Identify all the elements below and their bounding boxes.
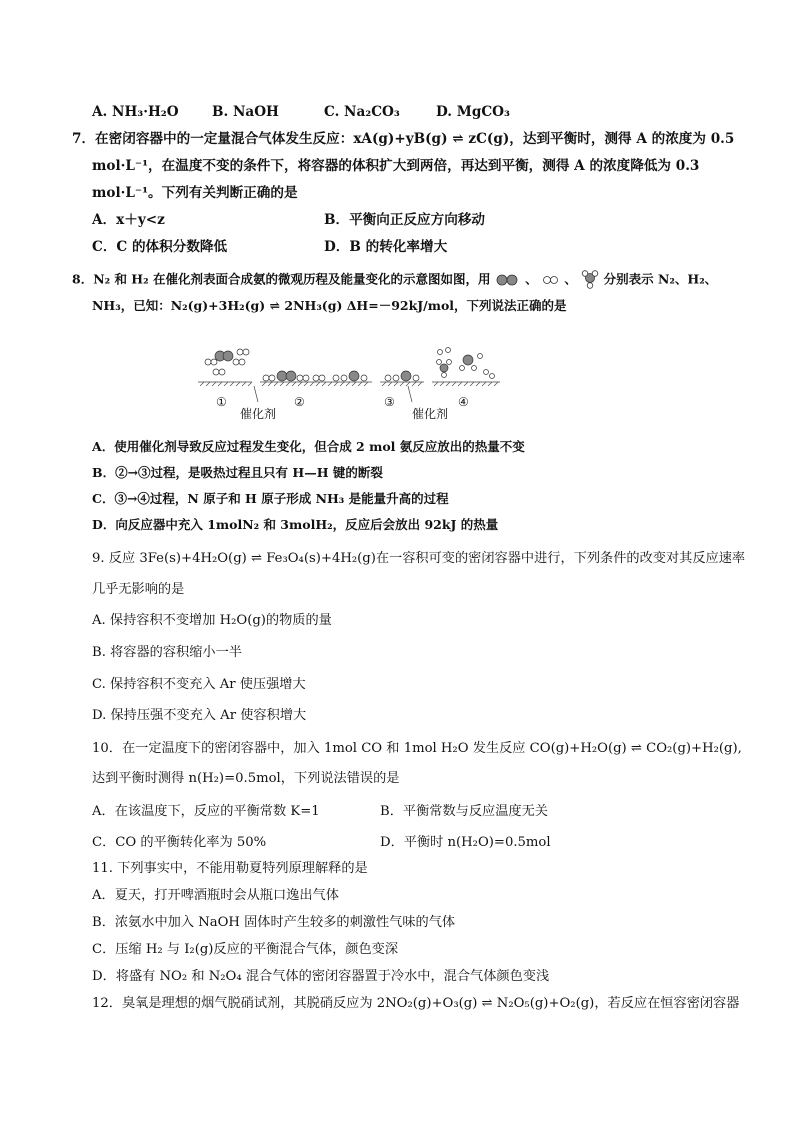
q6-option-b: B. NaOH <box>212 104 279 120</box>
n2-molecule-icon <box>495 274 521 286</box>
q11-option-d: D．将盛有 NO₂ 和 N₂O₄ 混合气体的密闭容器置于冷水中，混合气体颜色变浅 <box>92 969 550 984</box>
step-2-molecules <box>263 371 325 381</box>
q7-option-a: A．x＋y<z <box>92 212 165 228</box>
q11-stem: 11. 下列事实中，不能用勒夏特列原理解释的是 <box>92 861 368 876</box>
q9-stem-line-1: 9. 反应 3Fe(s)+4H₂O(g) ⇌ Fe₃O₄(s)+4H₂(g)在一容积可变的密闭容器中进行，下列条件的改变对其反应速率 <box>92 551 746 566</box>
q10-option-a: A．在该温度下，反应的平衡常数 K=1 <box>92 804 320 819</box>
q7-option-c: C．C 的体积分数降低 <box>92 239 228 255</box>
q8-option-b: B．②→③过程，是吸热过程且只有 H—H 键的断裂 <box>92 465 383 480</box>
q11-option-b: B．浓氨水中加入 NaOH 固体时产生较多的刺激性气味的气体 <box>92 915 456 930</box>
q8-stem-line-1 <box>72 270 717 290</box>
q12-stem: 12．臭氧是理想的烟气脱硝试剂，其脱硝反应为 2NO₂(g)+O₃(g) ⇌ N₂O₅(g)+O₂(g)，若反应在恒容密闭容器 <box>92 996 740 1011</box>
q9-option-d: D. 保持压强不变充入 Ar 使容积增大 <box>92 708 307 723</box>
catalyst-reaction-figure <box>196 344 502 422</box>
q6-option-c: C. Na₂CO₃ <box>324 104 400 120</box>
step-3-label: ③ <box>384 395 395 409</box>
step-4-label: ④ <box>458 395 469 409</box>
q9-option-b: B. 将容器的容积缩小一半 <box>92 645 242 660</box>
q7-stem-line-3: mol·L⁻¹。下列有关判断正确的是 <box>92 185 298 201</box>
step-4-molecules <box>437 348 495 379</box>
q10-option-b: B．平衡常数与反应温度无关 <box>380 804 548 819</box>
q10-option-c: C．CO 的平衡转化率为 50% <box>92 835 267 850</box>
q10-stem-line-1: 10．在一定温度下的密闭容器中，加入 1mol CO 和 1mol H₂O 发生反应 CO(g)+H₂O(g) ⇌ CO₂(g)+H₂(g), <box>92 741 742 756</box>
catalyst-label-2: 催化剂 <box>412 407 449 421</box>
legend-separator: 、 <box>564 271 577 287</box>
step-2-label: ② <box>294 395 305 409</box>
q8-stem-text: 8．N₂ 和 H₂ 在催化剂表面合成氨的微观历程及能量变化的示意图如图，用 <box>72 271 491 287</box>
q7-option-b: B．平衡向正反应方向移动 <box>324 212 486 228</box>
nh3-molecule-icon <box>581 270 599 290</box>
q6-option-a: A. NH₃·H₂O <box>92 104 179 120</box>
catalyst-surface <box>198 382 500 386</box>
q11-option-c: C．压缩 H₂ 与 I₂(g)反应的平衡混合气体，颜色变深 <box>92 942 399 957</box>
q9-option-c: C. 保持容积不变充入 Ar 使压强增大 <box>92 677 306 692</box>
q8-option-a: A．使用催化剂导致反应过程发生变化，但合成 2 mol 氨反应放出的热量不变 <box>92 439 525 454</box>
q9-option-a: A. 保持容积不变增加 H₂O(g)的物质的量 <box>92 613 332 628</box>
q8-option-d: D．向反应器中充入 1molN₂ 和 3molH₂，反应后会放出 92kJ 的热量 <box>92 517 499 532</box>
q11-option-a: A．夏天，打开啤酒瓶时会从瓶口逸出气体 <box>92 888 339 903</box>
legend-separator: 、 <box>525 271 538 287</box>
step-1-molecules <box>205 349 249 375</box>
q10-option-d: D．平衡时 n(H₂O)=0.5mol <box>380 835 551 850</box>
q8-stem-text-2: 分别表示 N₂、H₂、 <box>603 271 718 287</box>
q7-stem-line-2: mol·L⁻¹，在温度不变的条件下，将容器的体积扩大到两倍，再达到平衡，测得 A 的浓度降低为 0.3 <box>92 158 700 174</box>
step-3-atoms <box>333 371 419 381</box>
q8-stem-line-2: NH₃，已知：N₂(g)+3H₂(g) ⇌ 2NH₃(g) ΔH=－92kJ/mol，下列说法正确的是 <box>92 298 567 313</box>
h2-molecule-icon <box>542 275 560 285</box>
q9-stem-line-2: 几乎无影响的是 <box>92 582 185 597</box>
step-1-label: ① <box>216 395 227 409</box>
q7-stem-line-1: 7．在密闭容器中的一定量混合气体发生反应：xA(g)+yB(g) ⇌ zC(g)，达到平衡时，测得 A 的浓度为 0.5 <box>72 131 735 147</box>
q10-stem-line-2: 达到平衡时测得 n(H₂)=0.5mol，下列说法错误的是 <box>92 771 400 786</box>
q8-option-c: C．③→④过程，N 原子和 H 原子形成 NH₃ 是能量升高的过程 <box>92 491 449 506</box>
q6-option-d: D. MgCO₃ <box>436 104 510 120</box>
catalyst-label-1: 催化剂 <box>240 407 277 421</box>
q7-option-d: D．B 的转化率增大 <box>324 239 448 255</box>
